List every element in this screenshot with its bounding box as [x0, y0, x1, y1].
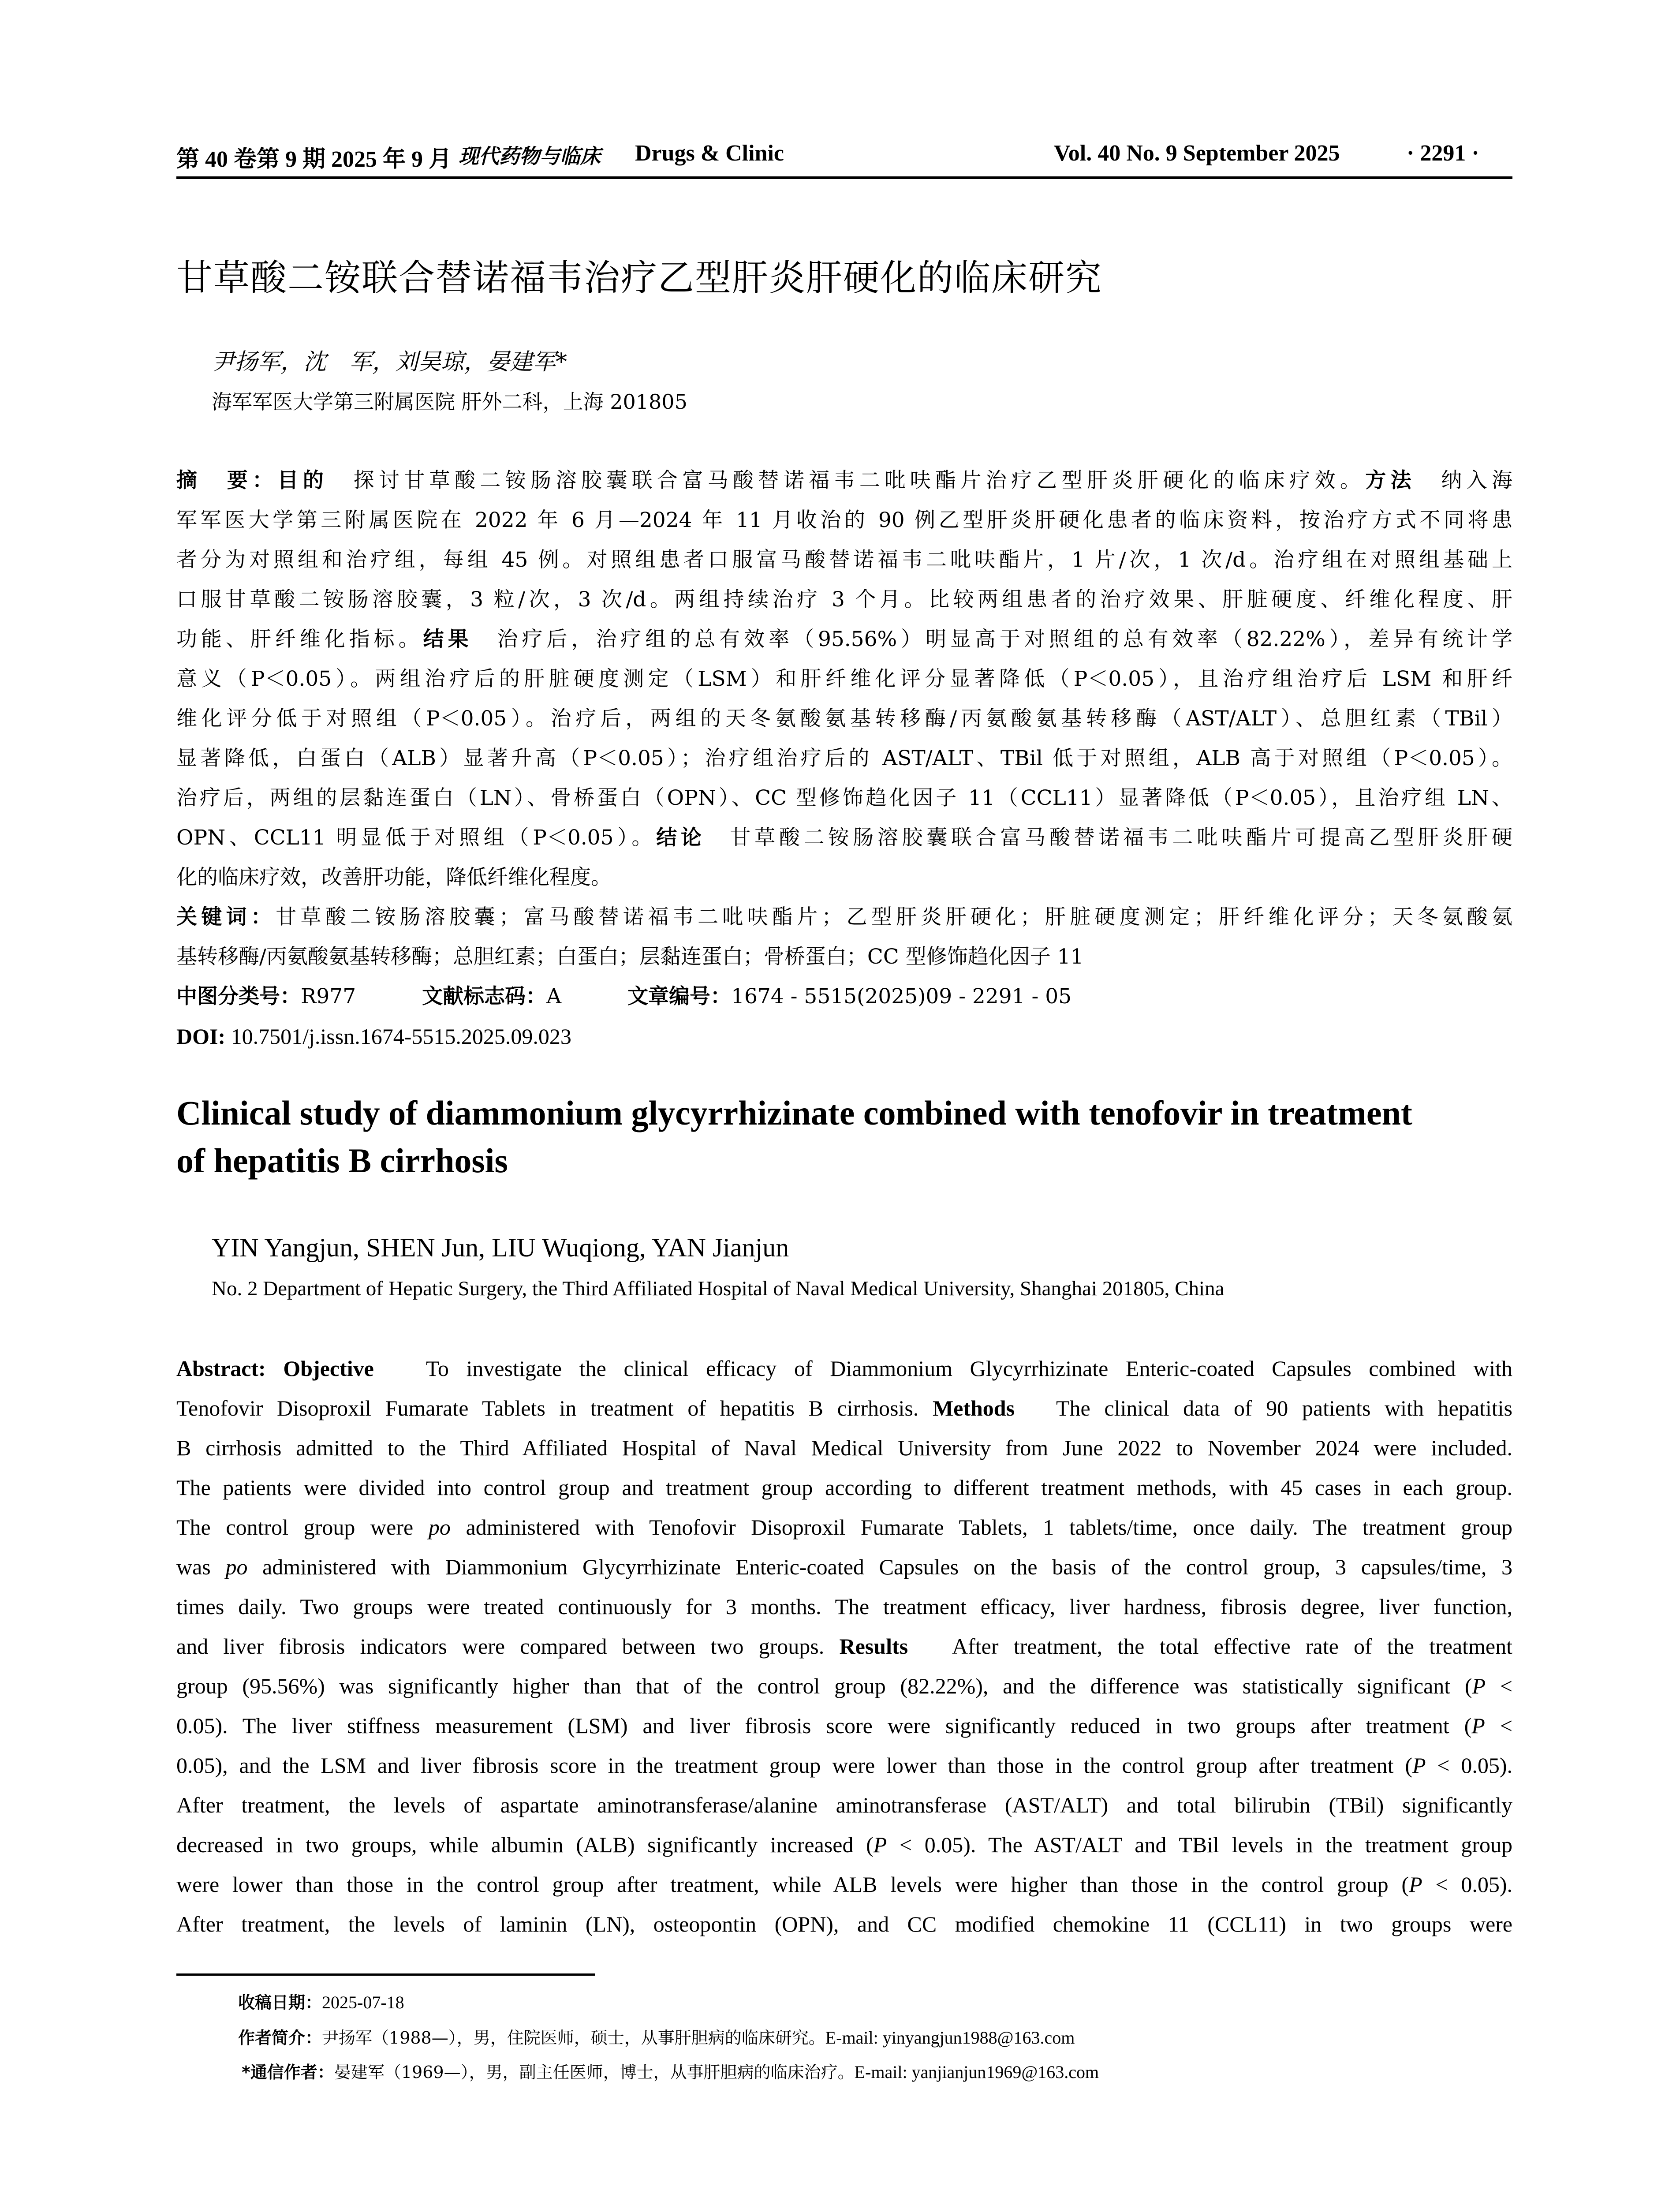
running-header — [176, 140, 1512, 176]
abstract-cn — [176, 461, 1512, 1056]
abstract-cn-line: 军军医大学第三附属医院在 2022 年 6 月—2024 年 11 月收治的 90 例乙型肝炎肝硬化患者的临床资料，按治疗方式不同将患 — [176, 508, 1512, 532]
abstract-label: 摘 要： — [176, 468, 278, 493]
abstract-cn-line: 显著降低，白蛋白（ALB）显著升高（P＜0.05）；治疗组治疗后的 AST/ALT、TBil 低于对照组，ALB 高于对照组（P＜0.05）。 — [176, 746, 1512, 770]
abstract-cn-line: 摘 要：目的 探讨甘草酸二铵肠溶胶囊联合富马酸替诺福韦二吡呋酯片治疗乙型肝炎肝硬化的临床疗效。方法 纳入海 — [176, 468, 1513, 493]
abstract-cn-line: 治疗后，两组的层黏连蛋白（LN）、骨桥蛋白（OPN）、CC 型修饰趋化因子 11（CCL11）显著降低（P＜0.05），且治疗组 LN、 — [176, 786, 1512, 810]
abstract-cn-line: 化的临床疗效，改善肝功能，降低纤维化程度。 — [176, 865, 612, 889]
classification-line: 中图分类号：R977 文献标志码：A 文章编号：1674 - 5515(2025)09 - 2291 - 05 — [176, 984, 1072, 1009]
conclusion-label: 结论 — [656, 826, 706, 850]
abstract-en-label: Abstract: — [176, 1356, 266, 1381]
doi-line — [176, 1017, 1512, 1056]
abstract-cn-line: 维化评分低于对照组（P＜0.05）。治疗后，两组的天冬氨酸氨基转移酶/丙氨酸氨基转移酶（AST/ALT）、总胆红素（TBil） — [176, 706, 1512, 731]
header-volume-issue-en: Vol. 40 No. 9 September 2025 — [1054, 141, 1340, 166]
corresponding-email[interactable]: E-mail: yanjianjun1969@163.com — [854, 2062, 1099, 2082]
objective-en-label: Objective — [283, 1356, 374, 1381]
abstract-cn-line: 者分为对照组和治疗组，每组 45 例。对照组患者口服富马酸替诺福韦二吡呋酯片，1 片/次，1 次/d。治疗组在对照组基础上 — [176, 548, 1512, 572]
keywords-line: 基转移酶/丙氨酸氨基转移酶；总胆红素；白蛋白；层黏连蛋白；骨桥蛋白；CC 型修饰趋化因子 11 — [176, 945, 1084, 969]
article-title-en: Clinical study of diammonium glycyrrhizinate combined with tenofovir in treatment of hepatitis B cirrhosis — [176, 1094, 1412, 1180]
objective-label: 目的 — [277, 468, 329, 493]
results-label: 结果 — [423, 627, 473, 651]
doc-code-value: A — [546, 984, 562, 1009]
abstract-cn-line: 功能、肝纤维化指标。结果 治疗后，治疗组的总有效率（95.56%）明显高于对照组的总有效率（82.22%），差异有统计学 — [176, 627, 1513, 651]
header-journal-cn: 现代药物与临床 — [459, 144, 601, 168]
header-rule — [176, 176, 1512, 179]
abstract-cn-line: OPN、CCL11 明显低于对照组（P＜0.05）。结论 甘草酸二铵肠溶胶囊联合富马酸替诺福韦二吡呋酯片可提高乙型肝炎肝硬 — [176, 826, 1513, 850]
abstract-en: Abstract: Objective To investigate the clinical efficacy of Diammonium Glycyrrhizinate Enteric-coated Capsules combined with Tenofovir Disoproxil Fumarate Tablets in treatment of hepatitis B cirrhosis. Methods The clinical data of 90 patients with hepatitis B cirrhosis admitted to the Third Affiliated Hospital of Naval Medical University from June 2022 to November 2024 were included. The patients were divided into control group and treatment group according to different treatment methods, with 45 cases in each group. The control group were po administered with Tenofovir Disoproxil Fumarate Tablets, 1 tablets/time, once daily. The treatment group was po administered with Diammonium Glycyrrhizinate Enteric-coated Capsules on the basis of the control group, 3 capsules/time, 3 times daily. Two groups were treated continuously for 3 months. The treatment efficacy, liver hardness, fibrosis degree, liver function, and liver fibrosis indicators were compared between two groups. Results After treatment, the total effective rate of the treatment group (95.56%) was significantly higher than that of the control group (82.22%), and the difference was statistically significant (P < 0.05). The liver stiffness measurement (LSM) and liver fibrosis score were significantly reduced in two groups after treatment (P < 0.05), and the LSM and liver fibrosis score in the treatment group were lower than those in the control group after treatment (P < 0.05). After treatment, the levels of aspartate aminotransferase/alanine aminotransferase (AST/ALT) and total bilirubin (TBil) significantly decreased in two groups, while albumin (ALB) significantly increased (P < 0.05). The AST/ALT and TBil levels in the treatment group were lower than those in the control group after treatment, while ALB levels were higher than those in the control group (P < 0.05). After treatment, the levels of laminin (LN), osteopontin (OPN), and CC modified chemokine 11 (CCL11) in two groups were — [176, 1356, 1513, 1936]
abstract-cn-line: 口服甘草酸二铵肠溶胶囊，3 粒/次，3 次/d。两组持续治疗 3 个月。比较两组患者的治疗效果、肝脏硬度、纤维化程度、肝 — [176, 587, 1512, 612]
methods-label: 方法 — [1365, 468, 1416, 493]
footnote-rule — [176, 1973, 595, 1976]
methods-en-label: Methods — [932, 1396, 1015, 1420]
header-journal-en: Drugs & Clinic — [635, 141, 784, 166]
authors-cn: 尹扬军，沈 军，刘吴琼，晏建军* — [212, 349, 567, 375]
affiliation-en: No. 2 Department of Hepatic Surgery, the Third Affiliated Hospital of Naval Medical University, Shanghai 201805, China — [212, 1277, 1225, 1300]
article-number-value: 1674 - 5515(2025)09 - 2291 - 05 — [731, 984, 1072, 1009]
doi-value[interactable]: 10.7501/j.issn.1674-5515.2025.09.023 — [231, 1024, 571, 1049]
article-title-cn: 甘草酸二铵联合替诺福韦治疗乙型肝炎肝硬化的临床研究 — [176, 257, 1103, 299]
abstract-cn-line: 意义（P＜0.05）。两组治疗后的肝脏硬度测定（LSM）和肝纤维化评分显著降低（P＜0.05），且治疗组治疗后 LSM 和肝纤 — [176, 667, 1512, 691]
affiliation-cn: 海军军医大学第三附属医院 肝外二科，上海 201805 — [212, 390, 687, 414]
footnote-author-bio: 作者简介：尹扬军（1988—），男，住院医师，硕士，从事肝胆病的临床研究。E-mail: yinyangjun1988@163.com — [238, 2028, 1075, 2048]
doi-label: DOI: — [176, 1024, 226, 1049]
footnote-received: 收稿日期：2025-07-18 — [238, 1992, 404, 2012]
header-page-number: · 2291 · — [1407, 141, 1479, 166]
results-en-label: Results — [839, 1634, 908, 1659]
keywords-label: 关键词： — [176, 905, 276, 929]
authors-en: YIN Yangjun, SHEN Jun, LIU Wuqiong, YAN Jianjun — [212, 1233, 789, 1262]
clc-value: R977 — [301, 984, 356, 1009]
keywords-line: 关键词：甘草酸二铵肠溶胶囊；富马酸替诺福韦二吡呋酯片；乙型肝炎肝硬化；肝脏硬度测定；肝纤维化评分；天冬氨酸氨 — [176, 905, 1513, 929]
footnote-corresponding-author: *通信作者：晏建军（1969—），男，副主任医师，博士，从事肝胆病的临床治疗。E-mail: yanjianjun1969@163.com — [242, 2062, 1099, 2082]
author-email[interactable]: E-mail: yinyangjun1988@163.com — [825, 2028, 1075, 2048]
header-volume-issue-cn: 第 40 卷第 9 期 2025 年 9 月 — [176, 147, 452, 172]
